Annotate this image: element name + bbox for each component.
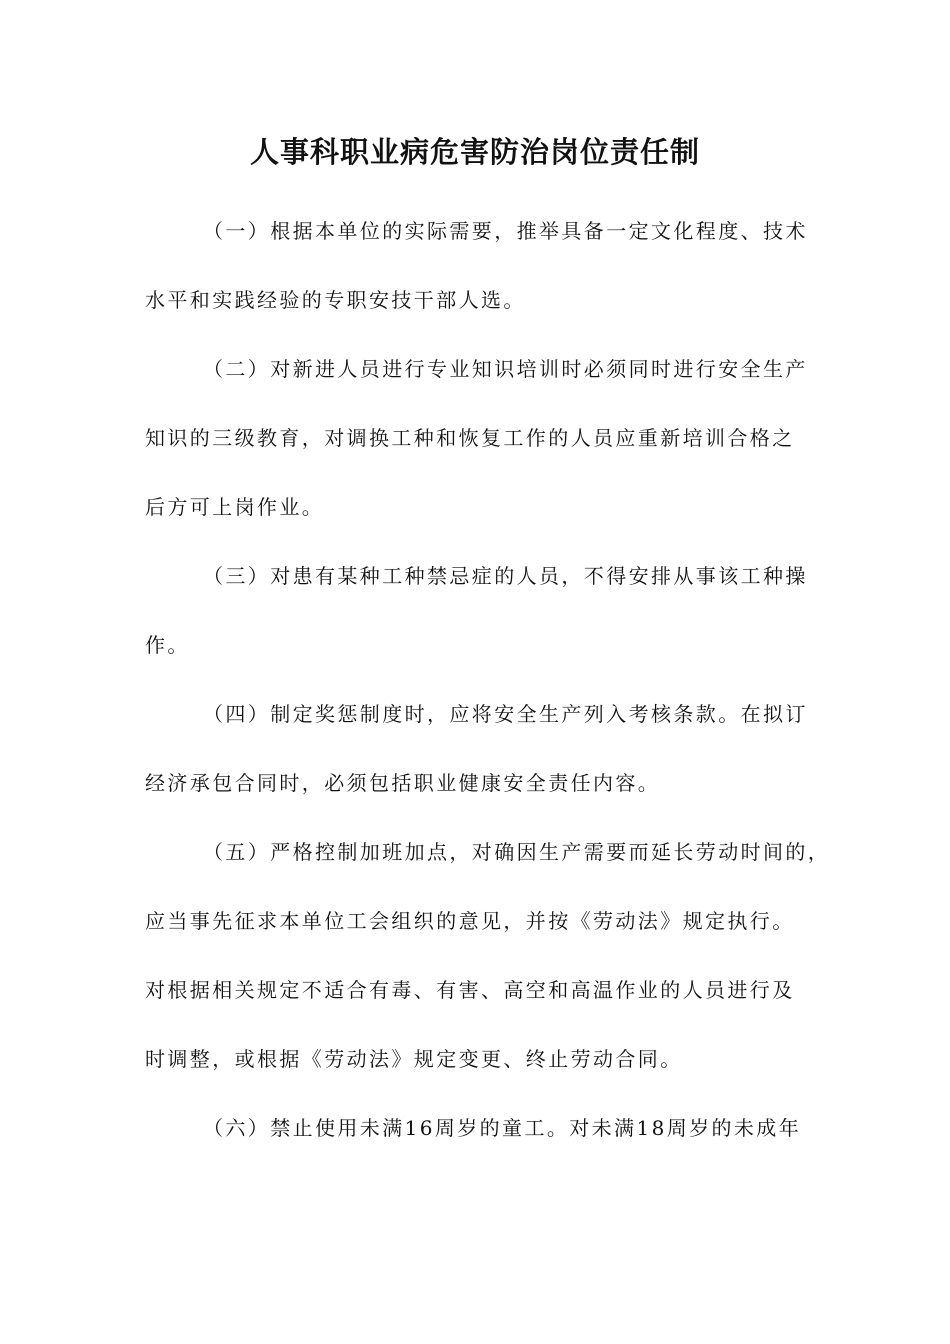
paragraph-5-line-2: 应当事先征求本单位工会组织的意见，并按《劳动法》规定执行。 (145, 909, 795, 933)
paragraph-5-line-3: 对根据相关规定不适合有毒、有害、高空和高温作业的人员进行及 (145, 978, 795, 1002)
document-body (145, 197, 831, 1163)
paragraph-1-line-1: （一）根据本单位的实际需要，推举具备一定文化程度、技术 (203, 219, 808, 243)
paragraph-5-line-4: 时调整，或根据《劳动法》规定变更、终止劳动合同。 (145, 1047, 683, 1071)
document-title: 人事科职业病危害防治岗位责任制 (249, 135, 700, 169)
paragraph-5-line-1: （五）严格控制加班加点，对确因生产需要而延长劳动时间的， (203, 840, 831, 864)
paragraph-2-line-3: 后方可上岗作业。 (145, 495, 325, 519)
paragraph-2-line-1: （二）对新进人员进行专业知识培训时必须同时进行安全生产 (203, 357, 808, 381)
paragraph-1-line-2: 水平和实践经验的专职安技干部人选。 (145, 288, 526, 312)
paragraph-2-line-2: 知识的三级教育，对调换工种和恢复工作的人员应重新培训合格之 (145, 426, 795, 450)
paragraph-6-line-1: （六）禁止使用未满16周岁的童工。对未满18周岁的未成年 (203, 1116, 802, 1140)
paragraph-4-line-1: （四）制定奖惩制度时，应将安全生产列入考核条款。在拟订 (203, 702, 808, 726)
paragraph-4-line-2: 经济承包合同时，必须包括职业健康安全责任内容。 (145, 771, 661, 795)
paragraph-3-line-2: 作。 (145, 633, 190, 657)
paragraph-3-line-1: （三）对患有某种工种禁忌症的人员，不得安排从事该工种操 (203, 564, 808, 588)
